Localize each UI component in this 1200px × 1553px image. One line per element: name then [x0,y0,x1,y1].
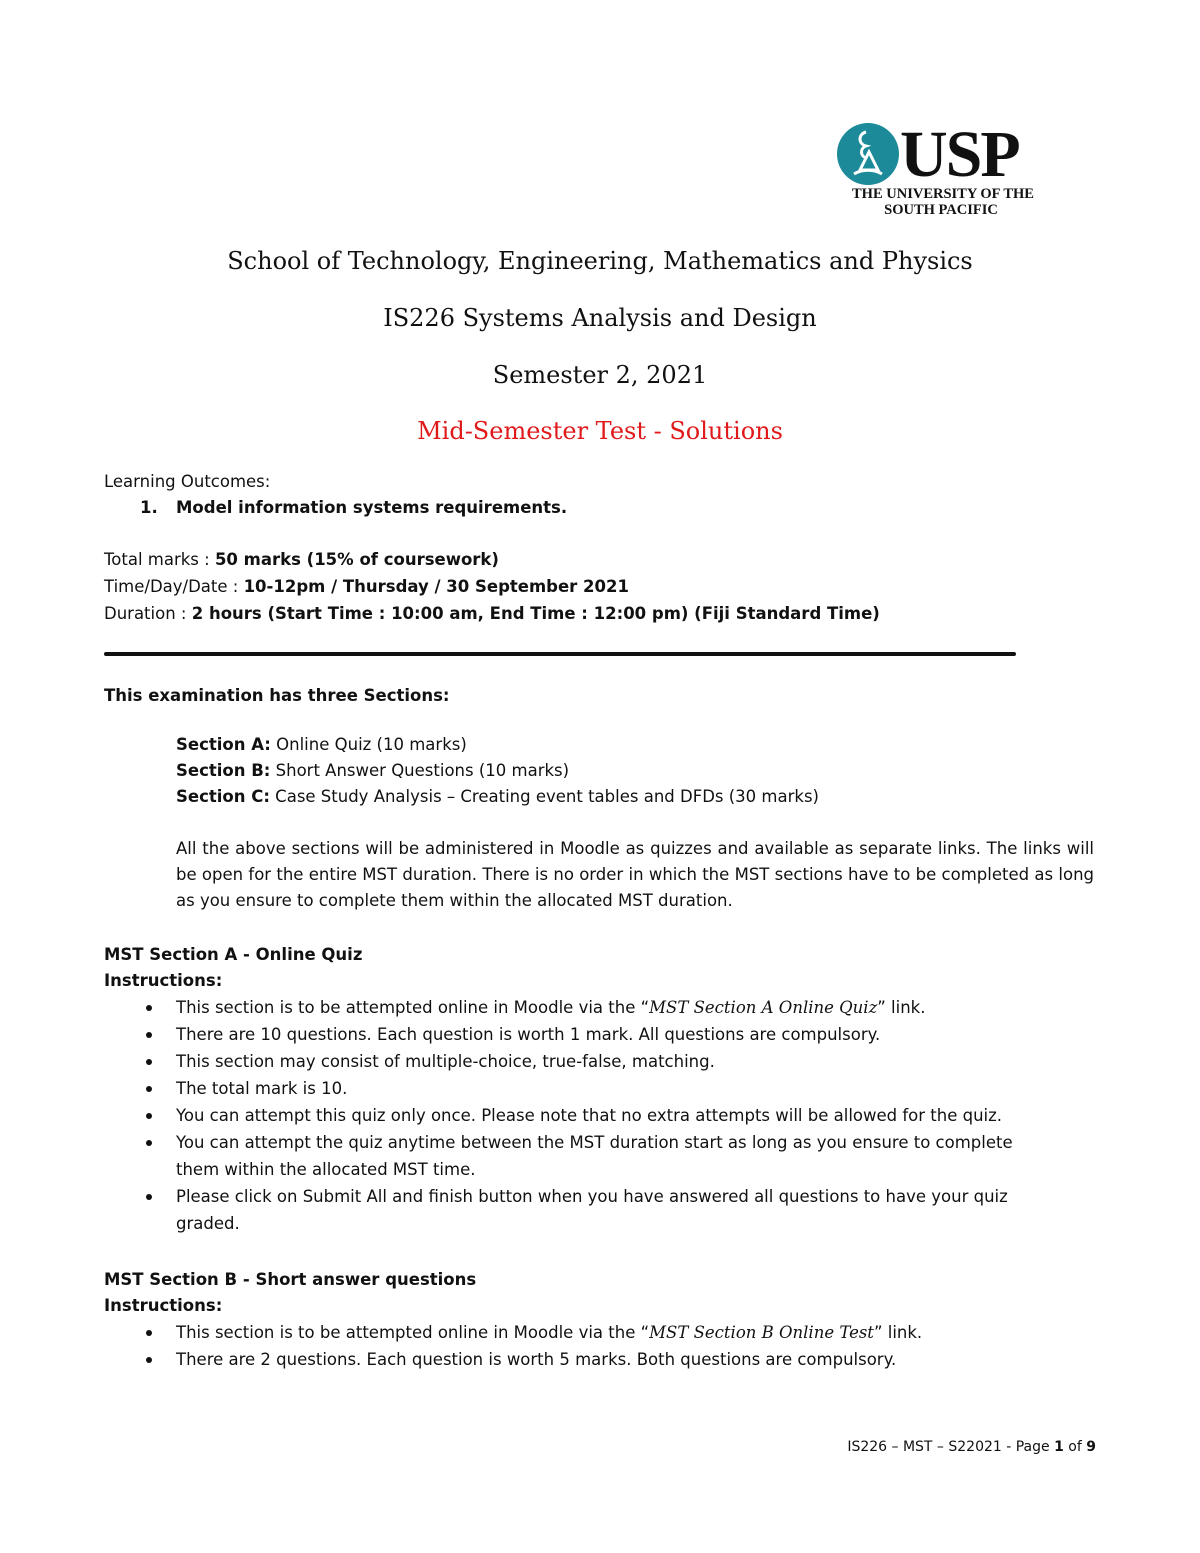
footer-page-number: 1 [1054,1439,1064,1455]
section-list-item [176,786,819,808]
section-b-bullet-1 [176,1322,922,1344]
section-description: Online Quiz (10 marks) [270,735,467,754]
footer-of: of [1063,1439,1087,1455]
semester-title: Semester 2, 2021 [492,361,708,389]
bullet-icon [146,1086,152,1092]
usp-logo [836,120,1046,220]
bullet-icon [146,1032,152,1038]
quiz-link-name: MST Section A Online Quiz [649,998,878,1017]
section-list-item [176,760,569,782]
duration-value: 2 hours (Start Time : 10:00 am, End Time : 12:00 pm) (Fiji Standard Time) [191,604,880,623]
test-title: Mid-Semester Test - Solutions [417,417,783,445]
total-marks-label: Total marks : [104,550,215,569]
section-b-bullet-2: There are 2 questions. Each question is worth 5 marks. Both questions are compulsory. [176,1350,897,1369]
course-title: IS226 Systems Analysis and Design [383,304,817,332]
outcome-text: Model information systems requirements. [176,498,568,517]
section-label: Section B: [176,761,271,780]
logo-subtitle-line1: THE UNIVERSITY OF THE [852,186,1034,202]
footer-page-total: 9 [1086,1439,1096,1455]
bullet-text: This section is to be attempted online in Moodle via the “ [176,998,650,1017]
section-description: Case Study Analysis – Creating event tables and DFDs (30 marks) [269,787,819,806]
section-a-bullet-7-line2: graded. [176,1214,240,1233]
section-a-bullet-1 [176,997,926,1019]
horizontal-divider [104,652,1016,656]
section-a-instructions-label: Instructions: [104,971,223,990]
duration-line [104,603,880,625]
section-a-bullet-6-line1: You can attempt the quiz anytime between the MST duration start as long as you ensure to complete [176,1133,1013,1152]
bullet-icon [146,1194,152,1200]
section-a-bullet-3: This section may consist of multiple-choice, true-false, matching. [176,1052,715,1071]
time-value: 10-12pm / Thursday / 30 September 2021 [243,577,629,596]
bullet-text-end: ” link. [877,998,926,1017]
duration-label: Duration : [104,604,192,623]
page-footer [847,1437,1096,1457]
bullet-icon [146,1140,152,1146]
section-label: Section A: [176,735,271,754]
section-a-bullet-6-line2: them within the allocated MST time. [176,1160,476,1179]
school-title: School of Technology, Engineering, Mathematics and Physics [227,247,973,275]
section-a-bullet-5: You can attempt this quiz only once. Please note that no extra attempts will be allowed for the quiz. [176,1106,1003,1125]
bullet-icon [146,1357,152,1363]
bullet-icon [146,1059,152,1065]
footer-prefix: IS226 – MST – S22021 - Page [847,1439,1055,1455]
time-label: Time/Day/Date : [104,577,244,596]
bullet-text-end: ” link. [873,1323,923,1342]
outcome-number: 1. [140,498,158,517]
bullet-icon [146,1113,152,1119]
section-description: Short Answer Questions (10 marks) [270,761,570,780]
section-list-item [176,734,467,756]
sections-intro: This examination has three Sections: [104,686,450,705]
bullet-icon [146,1330,152,1336]
bullet-text: This section is to be attempted online in Moodle via the “ [176,1323,650,1342]
total-marks-line [104,549,499,571]
section-a-bullet-2: There are 10 questions. Each question is worth 1 mark. All questions are compulsory. [176,1025,881,1044]
moodle-paragraph: All the above sections will be administered in Moodle as quizzes and available as separate links. The links will be open for the entire MST duration. There is no order in which the MST sections have to be completed as long as you ensure to complete them within the allocated MST duration. [176,839,1094,910]
section-a-heading: MST Section A - Online Quiz [104,945,363,964]
time-line [104,576,629,598]
test-link-name: MST Section B Online Test [649,1323,874,1342]
section-a-bullet-7-line1: Please click on Submit All and finish button when you have answered all questions to have your quiz [176,1187,1008,1206]
section-b-instructions-label: Instructions: [104,1296,223,1315]
bullet-icon [146,1005,152,1011]
learning-outcomes-label: Learning Outcomes: [104,472,271,491]
total-marks-value: 50 marks (15% of coursework) [214,550,499,569]
section-b-heading: MST Section B - Short answer questions [104,1270,477,1289]
section-label: Section C: [176,787,270,806]
usp-emblem-icon [836,122,900,186]
section-a-bullet-4: The total mark is 10. [176,1079,348,1098]
logo-wordmark: USP [900,118,1019,191]
logo-subtitle-line2: SOUTH PACIFIC [884,202,998,218]
